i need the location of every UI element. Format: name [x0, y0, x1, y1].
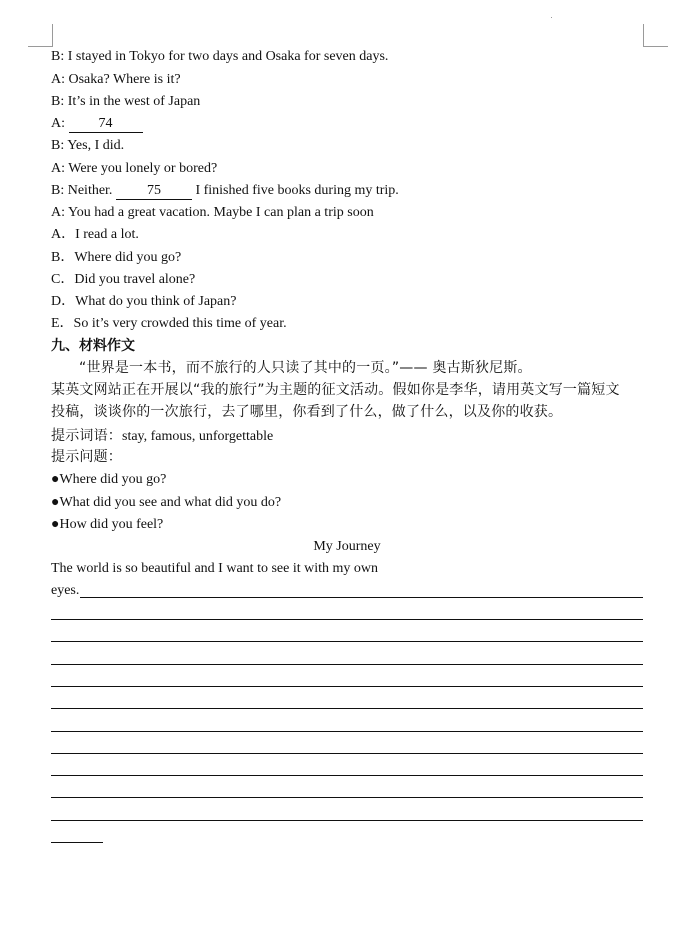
essay-opening: The world is so beautiful and I want to see it with my own	[51, 561, 378, 576]
dialogue-line: A: Osaka? Where is it?	[51, 72, 181, 87]
writing-line	[51, 686, 643, 687]
dialogue-line: B: It’s in the west of Japan	[51, 94, 201, 109]
writing-line	[51, 664, 643, 665]
page-speck	[551, 17, 552, 18]
writing-line	[51, 753, 643, 754]
page-corner-mark-top-left	[28, 24, 53, 47]
option-e: E．So it’s very crowded this time of year.	[51, 316, 287, 331]
hint-words	[51, 427, 273, 446]
option-c: C．Did you travel alone?	[51, 272, 196, 287]
option-d: D．What do you think of Japan?	[51, 294, 237, 309]
writing-line	[80, 597, 643, 598]
page-corner-mark-top-right	[643, 24, 668, 47]
writing-line	[51, 820, 643, 821]
essay-title: My Journey	[313, 539, 381, 554]
writing-line	[51, 731, 643, 732]
writing-line	[51, 775, 643, 776]
quote: “世界是一本书，而不旅行的人只读了其中的一页。”—— 奥古斯狄尼斯。	[79, 360, 532, 376]
writing-line	[51, 708, 643, 709]
speaker-text: I finished five books during my trip.	[195, 183, 399, 198]
writing-line	[51, 619, 643, 620]
writing-line	[51, 797, 643, 798]
hint-question: ●How did you feel?	[51, 517, 164, 532]
hint-questions-label: 提示问题：	[51, 449, 122, 465]
speaker-label: A:	[51, 116, 65, 131]
dialogue-line: B: Yes, I did.	[51, 138, 125, 153]
writing-line	[51, 641, 643, 642]
answer-blank-74: 74	[69, 116, 143, 133]
option-a: A．I read a lot.	[51, 227, 139, 242]
prompt-line-1: 某英文网站正在开展以“我的旅行”为主题的征文活动。假如你是李华，请用英文写一篇短文	[51, 382, 620, 398]
dialogue-line: B: I stayed in Tokyo for two days and Osaka for seven days.	[51, 49, 389, 64]
dialogue-line-blank-75	[51, 182, 399, 200]
section-heading: 九、材料作文	[51, 338, 135, 354]
option-b: B．Where did you go?	[51, 250, 182, 265]
dialogue-line: A: You had a great vacation. Maybe I can plan a trip soon	[51, 205, 374, 220]
hint-question: ●What did you see and what did you do?	[51, 495, 282, 510]
speaker-text: B: Neither.	[51, 183, 113, 198]
hint-words-label: 提示词语：	[51, 428, 122, 444]
dialogue-line-blank-74	[51, 115, 143, 133]
essay-opening-end: eyes.	[51, 583, 80, 598]
hint-words-text: stay, famous, unforgettable	[122, 429, 274, 444]
prompt-line-2: 投稿，谈谈你的一次旅行，去了哪里，你看到了什么，做了什么，以及你的收获。	[51, 404, 563, 420]
dialogue-line: A: Were you lonely or bored?	[51, 161, 218, 176]
answer-blank-75: 75	[116, 183, 192, 200]
writing-line-short	[51, 842, 103, 843]
hint-question: ●Where did you go?	[51, 472, 167, 487]
